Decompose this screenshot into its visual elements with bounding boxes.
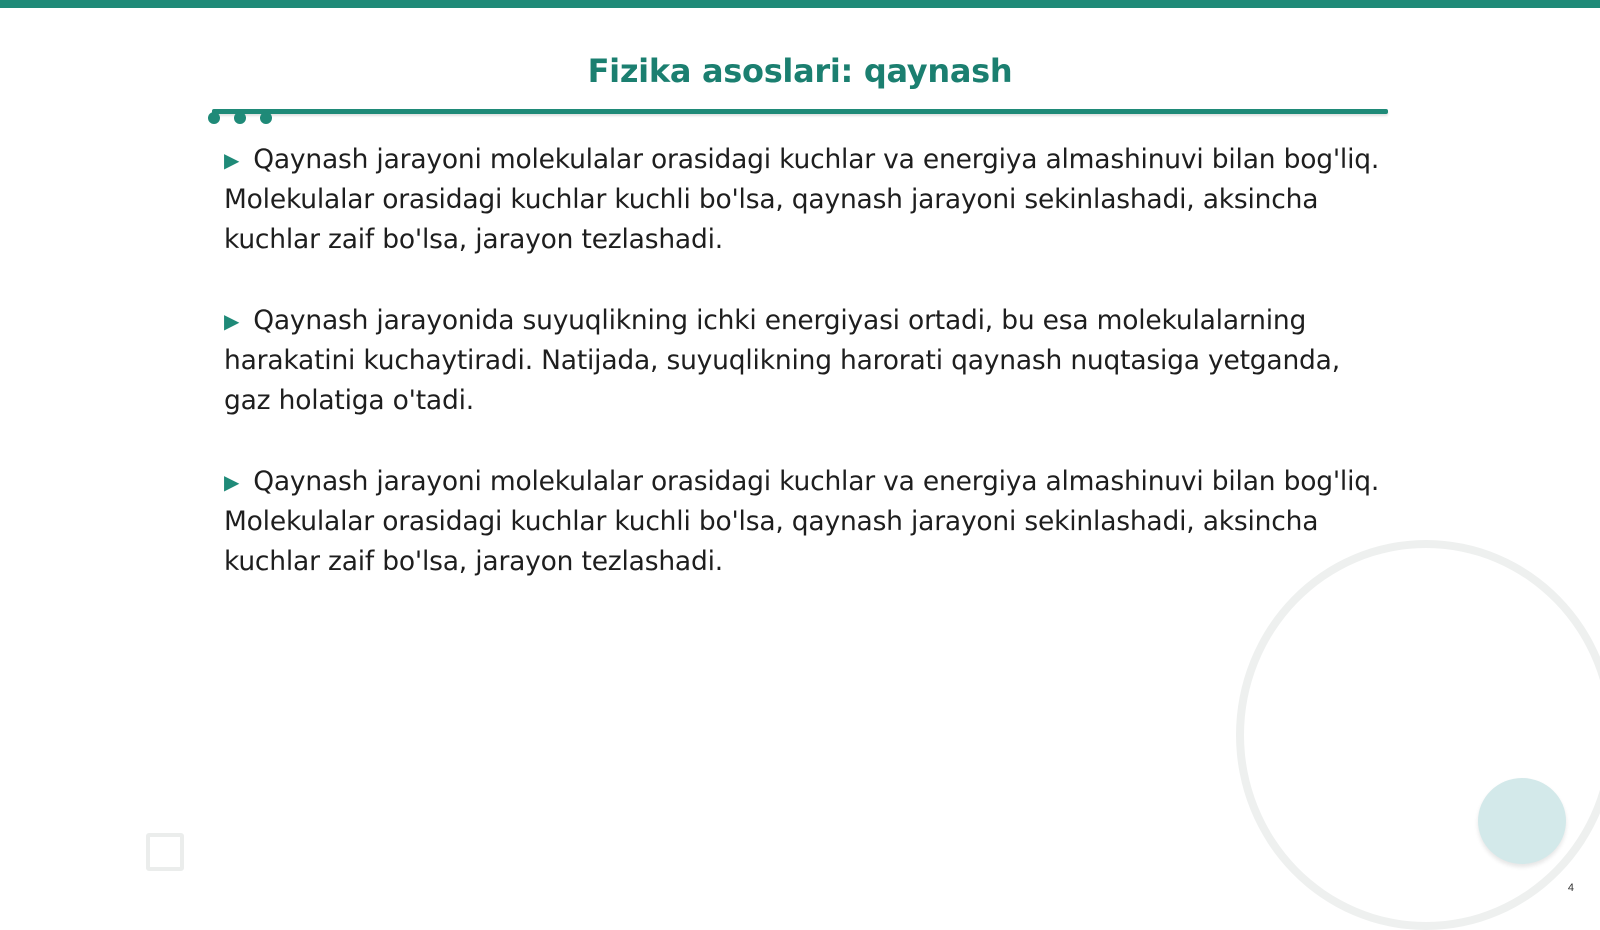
bullet-item xyxy=(224,301,1384,421)
bullet-list xyxy=(224,140,1384,623)
bullet-text: Qaynash jarayoni molekulalar orasidagi kuchlar va energiya almashinuvi bilan bog'liq. Molekulalar orasidagi kuchlar kuchli bo'lsa, qaynash jarayoni sekinlashadi, aksincha kuchlar zaif bo'lsa, jarayon tezlashadi. xyxy=(224,466,1380,577)
divider-dot xyxy=(208,112,220,124)
bullet-item xyxy=(224,140,1384,260)
page-number: 4 xyxy=(1567,882,1574,894)
divider-dot xyxy=(234,112,246,124)
bullet-text: Qaynash jarayoni molekulalar orasidagi kuchlar va energiya almashinuvi bilan bog'liq. Molekulalar orasidagi kuchlar kuchli bo'lsa, qaynash jarayoni sekinlashadi, aksincha kuchlar zaif bo'lsa, jarayon tezlashadi. xyxy=(224,144,1380,255)
top-accent-bar xyxy=(0,0,1600,8)
slide-title: Fizika asoslari: qaynash xyxy=(587,52,1013,90)
triangle-right-icon: ▶ xyxy=(224,470,240,494)
triangle-right-icon: ▶ xyxy=(224,309,240,333)
decorative-square xyxy=(146,833,184,871)
bullet-text: Qaynash jarayonida suyuqlikning ichki energiyasi ortadi, bu esa molekulalarning harakatini kuchaytiradi. Natijada, suyuqlikning harorati qaynash nuqtasiga yetganda, gaz holatiga o'tadi. xyxy=(224,305,1340,416)
decorative-bubble xyxy=(1478,778,1566,864)
triangle-right-icon: ▶ xyxy=(224,148,240,172)
title-divider xyxy=(212,109,1388,114)
bullet-item xyxy=(224,462,1384,582)
decorative-ring xyxy=(1236,540,1600,930)
divider-dot xyxy=(260,112,272,124)
